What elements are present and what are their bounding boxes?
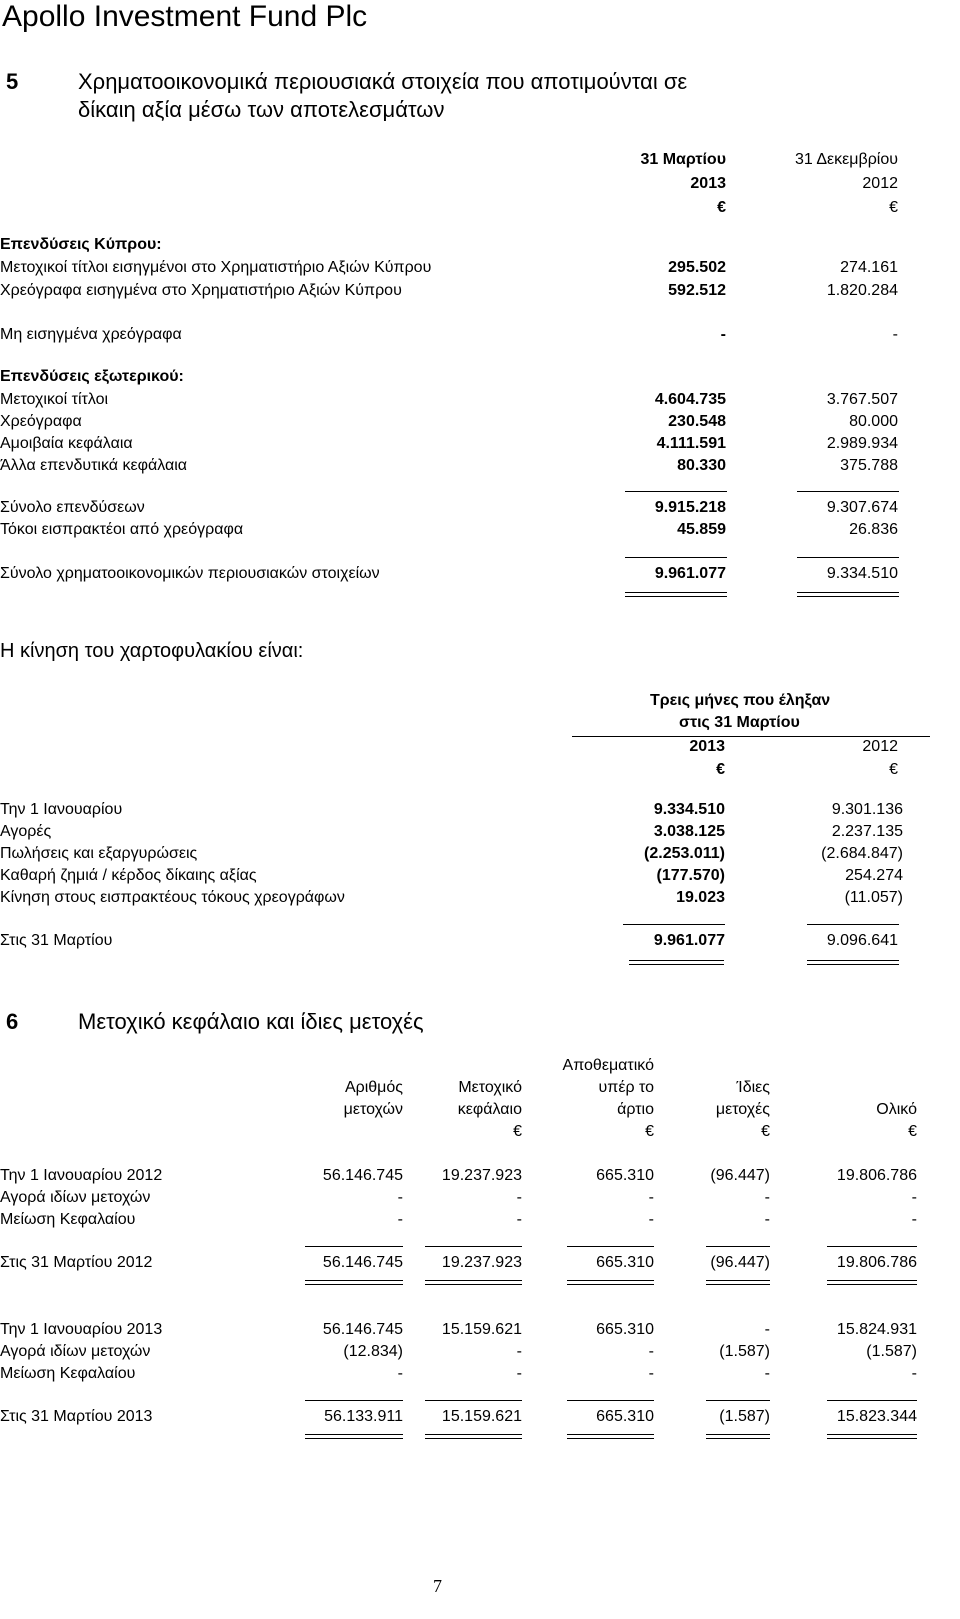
column-header-prior: 31 Δεκεμβρίου bbox=[794, 151, 898, 168]
table-cell: - bbox=[516, 1365, 522, 1382]
value-current: 4.604.735 bbox=[654, 391, 726, 408]
section-heading: Επενδύσεις Κύπρου: bbox=[0, 236, 162, 253]
column-header: Αριθμός bbox=[344, 1079, 403, 1096]
total-underline bbox=[567, 1400, 654, 1401]
column-header-prior: € bbox=[889, 761, 898, 778]
column-header-current: 31 Μαρτίου bbox=[640, 151, 726, 168]
column-header: Μετοχικό bbox=[458, 1079, 522, 1096]
value-current: 9.961.077 bbox=[653, 932, 725, 949]
value-prior: 375.788 bbox=[840, 457, 898, 474]
table-row-label: Τόκοι εισπρακτέοι από χρεόγραφα bbox=[0, 521, 244, 538]
currency-label: € bbox=[513, 1123, 522, 1140]
table-cell: 19.806.786 bbox=[836, 1167, 917, 1184]
table-row-label: Αγορές bbox=[0, 823, 52, 840]
column-header-prior: 2012 bbox=[862, 738, 898, 755]
currency-label: € bbox=[908, 1123, 917, 1140]
table-row-label: Σύνολο χρηματοοικονομικών περιουσιακών στοιχείων bbox=[0, 565, 380, 582]
value-current: 9.961.077 bbox=[654, 565, 726, 582]
table-cell: - bbox=[516, 1189, 522, 1206]
value-current: 4.111.591 bbox=[656, 435, 726, 452]
column-header: άρτιο bbox=[617, 1101, 654, 1118]
document-title: Apollo Investment Fund Plc bbox=[2, 0, 368, 33]
total-underline bbox=[625, 557, 727, 558]
table-row-label: Μη εισηγμένα χρεόγραφα bbox=[0, 326, 182, 343]
total-underline bbox=[797, 491, 899, 492]
value-current: 592.512 bbox=[668, 282, 726, 299]
table-row-label: Άλλα επενδυτικά κεφάλαια bbox=[0, 457, 188, 474]
table-row-label: Μετοχικοί τίτλοι bbox=[0, 391, 109, 408]
table-row-label: Την 1 Ιανουαρίου 2012 bbox=[0, 1167, 163, 1184]
value-current: 80.330 bbox=[677, 457, 726, 474]
double-underline bbox=[827, 1434, 917, 1439]
total-underline bbox=[567, 1246, 654, 1247]
table-cell: 56.146.745 bbox=[322, 1167, 403, 1184]
subsection-title: Η κίνηση του χαρτοφυλακίου είναι: bbox=[0, 640, 304, 662]
value-prior: 254.274 bbox=[845, 867, 903, 884]
header-rule bbox=[572, 736, 930, 737]
value-current: (2.253.011) bbox=[644, 845, 725, 862]
value-prior: 9.334.510 bbox=[826, 565, 898, 582]
table-cell: - bbox=[764, 1365, 770, 1382]
total-underline bbox=[807, 924, 899, 925]
value-prior: 9.096.641 bbox=[826, 932, 898, 949]
table-cell: - bbox=[516, 1211, 522, 1228]
currency-label: € bbox=[645, 1123, 654, 1140]
table-cell: 19.237.923 bbox=[441, 1167, 522, 1184]
section-number: 5 bbox=[6, 69, 19, 94]
currency-label: € bbox=[761, 1123, 770, 1140]
value-prior: (2.684.847) bbox=[821, 845, 903, 862]
table-cell: 665.310 bbox=[596, 1408, 654, 1425]
table-row-label: Αγορά ιδίων μετοχών bbox=[0, 1189, 151, 1206]
column-header: μετοχών bbox=[343, 1101, 403, 1118]
double-underline bbox=[305, 1434, 403, 1439]
table-cell: - bbox=[648, 1365, 654, 1382]
section-title: Χρηματοοικονομικά περιουσιακά στοιχεία που αποτιμούνται σε bbox=[78, 69, 688, 94]
total-underline bbox=[625, 491, 727, 492]
page-number: 7 bbox=[433, 1576, 442, 1596]
total-underline bbox=[305, 1400, 403, 1401]
section-title: Μετοχικό κεφάλαιο και ίδιες μετοχές bbox=[78, 1009, 424, 1034]
table-cell: - bbox=[911, 1365, 917, 1382]
table-cell: 56.146.745 bbox=[322, 1254, 403, 1271]
table-row-label: Αμοιβαία κεφάλαια bbox=[0, 435, 133, 452]
double-underline bbox=[567, 1434, 654, 1439]
value-prior: 2.237.135 bbox=[831, 823, 903, 840]
value-current: 45.859 bbox=[677, 521, 726, 538]
double-underline bbox=[567, 1280, 654, 1285]
table-cell: - bbox=[764, 1211, 770, 1228]
value-current: 19.023 bbox=[676, 889, 725, 906]
table-cell: - bbox=[397, 1211, 403, 1228]
total-underline bbox=[623, 924, 725, 925]
value-current: 230.548 bbox=[668, 413, 726, 430]
column-header: Αποθεματικό bbox=[562, 1057, 654, 1074]
double-underline bbox=[305, 1280, 403, 1285]
value-current: 9.915.218 bbox=[654, 499, 726, 516]
value-current: - bbox=[720, 326, 726, 343]
table-row-label: Χρεόγραφα bbox=[0, 413, 82, 430]
section-heading: Επενδύσεις εξωτερικού: bbox=[0, 368, 184, 385]
double-underline bbox=[625, 592, 727, 597]
table-row-label: Μείωση Κεφαλαίου bbox=[0, 1365, 136, 1382]
section-number: 6 bbox=[6, 1009, 19, 1034]
table-cell: - bbox=[911, 1211, 917, 1228]
double-underline bbox=[425, 1280, 522, 1285]
table-cell: - bbox=[764, 1321, 770, 1338]
table-cell: - bbox=[397, 1365, 403, 1382]
table-cell: 56.146.745 bbox=[322, 1321, 403, 1338]
column-header: Ολικό bbox=[876, 1101, 917, 1118]
table-cell: 665.310 bbox=[596, 1167, 654, 1184]
table-row-label: Καθαρή ζημιά / κέρδος δίκαιης αξίας bbox=[0, 867, 257, 884]
table-cell: (96.447) bbox=[710, 1254, 770, 1271]
table-cell: (1.587) bbox=[719, 1408, 770, 1425]
value-current: 295.502 bbox=[668, 259, 726, 276]
column-header-current: € bbox=[717, 199, 726, 216]
column-header-current: 2013 bbox=[690, 175, 726, 192]
table-row-label: Αγορά ιδίων μετοχών bbox=[0, 1343, 151, 1360]
table-cell: - bbox=[648, 1211, 654, 1228]
table-row-label: Κίνηση στους εισπρακτέους τόκους χρεογράφων bbox=[0, 889, 345, 906]
table-row-label: Χρεόγραφα εισηγμένα στο Χρηματιστήριο Αξιών Κύπρου bbox=[0, 282, 402, 299]
table-cell: 15.159.621 bbox=[441, 1321, 522, 1338]
table-cell: 15.824.931 bbox=[836, 1321, 917, 1338]
value-prior: 2.989.934 bbox=[826, 435, 898, 452]
table-cell: 15.823.344 bbox=[836, 1408, 917, 1425]
total-underline bbox=[797, 557, 899, 558]
column-header: υπέρ το bbox=[598, 1079, 654, 1096]
double-underline bbox=[425, 1434, 522, 1439]
value-prior: - bbox=[892, 326, 898, 343]
table-row-label: Την 1 Ιανουαρίου bbox=[0, 801, 123, 818]
table-cell: 665.310 bbox=[596, 1321, 654, 1338]
value-prior: 274.161 bbox=[840, 259, 898, 276]
column-header-current: € bbox=[716, 761, 725, 778]
total-underline bbox=[425, 1246, 522, 1247]
table-row-label: Σύνολο επενδύσεων bbox=[0, 499, 145, 516]
table-cell: - bbox=[397, 1189, 403, 1206]
double-underline bbox=[807, 960, 899, 965]
table-cell: (1.587) bbox=[719, 1343, 770, 1360]
table-cell: - bbox=[764, 1189, 770, 1206]
table-cell: 665.310 bbox=[596, 1254, 654, 1271]
value-current: 3.038.125 bbox=[653, 823, 725, 840]
value-prior: 9.301.136 bbox=[831, 801, 903, 818]
table-row-label: Πωλήσεις και εξαργυρώσεις bbox=[0, 845, 198, 862]
table-cell: - bbox=[648, 1189, 654, 1206]
table-cell: - bbox=[516, 1343, 522, 1360]
total-underline bbox=[706, 1246, 770, 1247]
table-cell: 19.237.923 bbox=[441, 1254, 522, 1271]
double-underline bbox=[629, 960, 724, 965]
table-row-label: Στις 31 Μαρτίου bbox=[0, 932, 113, 949]
double-underline bbox=[706, 1434, 770, 1439]
total-underline bbox=[425, 1400, 522, 1401]
value-prior: 3.767.507 bbox=[826, 391, 898, 408]
column-header-prior: 2012 bbox=[862, 175, 898, 192]
total-underline bbox=[827, 1246, 917, 1247]
double-underline bbox=[827, 1280, 917, 1285]
column-header-current: 2013 bbox=[689, 738, 725, 755]
total-underline bbox=[827, 1400, 917, 1401]
table-cell: 15.159.621 bbox=[441, 1408, 522, 1425]
column-header-prior: € bbox=[889, 199, 898, 216]
column-header: μετοχές bbox=[715, 1101, 770, 1118]
table-cell: (1.587) bbox=[866, 1343, 917, 1360]
section-title-cont: δίκαιη αξία μέσω των αποτελεσμάτων bbox=[78, 97, 445, 122]
value-prior: 9.307.674 bbox=[826, 499, 898, 516]
table-cell: 56.133.911 bbox=[324, 1408, 403, 1425]
table-row-label: Στις 31 Μαρτίου 2013 bbox=[0, 1408, 153, 1425]
value-current: 9.334.510 bbox=[653, 801, 725, 818]
period-header: Τρεις μήνες που έληξαν bbox=[650, 692, 831, 709]
double-underline bbox=[797, 592, 899, 597]
table-cell: (96.447) bbox=[710, 1167, 770, 1184]
period-header: στις 31 Μαρτίου bbox=[679, 714, 800, 731]
double-underline bbox=[706, 1280, 770, 1285]
table-cell: (12.834) bbox=[343, 1343, 403, 1360]
table-cell: - bbox=[911, 1189, 917, 1206]
column-header: κεφάλαιο bbox=[457, 1101, 522, 1118]
value-current: (177.570) bbox=[656, 867, 725, 884]
table-row-label: Μείωση Κεφαλαίου bbox=[0, 1211, 136, 1228]
value-prior: 26.836 bbox=[849, 521, 898, 538]
column-header: Ίδιες bbox=[736, 1079, 770, 1096]
table-cell: - bbox=[648, 1343, 654, 1360]
value-prior: 1.820.284 bbox=[826, 282, 898, 299]
total-underline bbox=[706, 1400, 770, 1401]
table-row-label: Μετοχικοί τίτλοι εισηγμένοι στο Χρηματιστήριο Αξιών Κύπρου bbox=[0, 259, 432, 276]
value-prior: 80.000 bbox=[849, 413, 898, 430]
value-prior: (11.057) bbox=[844, 889, 903, 906]
table-row-label: Την 1 Ιανουαρίου 2013 bbox=[0, 1321, 163, 1338]
total-underline bbox=[305, 1246, 403, 1247]
table-row-label: Στις 31 Μαρτίου 2012 bbox=[0, 1254, 153, 1271]
table-cell: 19.806.786 bbox=[836, 1254, 917, 1271]
